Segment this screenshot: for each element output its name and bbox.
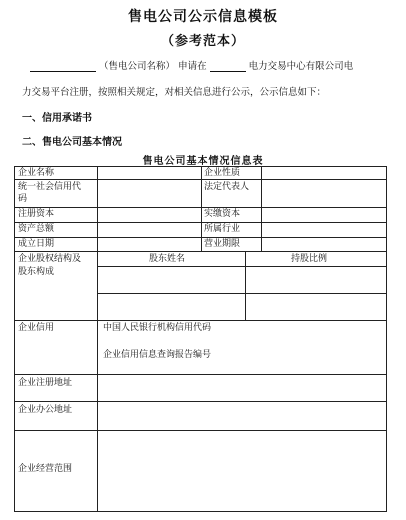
document-subtitle: （参考范本） (160, 34, 245, 49)
label-total-assets: 资产总额 (18, 224, 55, 234)
info-table (14, 166, 387, 512)
credit-report-number: 企业信用信息查询报告编号 (103, 350, 212, 360)
label-reg-capital: 注册资本 (18, 209, 55, 219)
company-name-blank[interactable] (30, 61, 96, 72)
label-equity-1: 企业股权结构及 (18, 254, 82, 264)
intro-line-1 (30, 58, 353, 72)
label-business-scope: 企业经营范围 (18, 464, 73, 474)
label-paid-capital: 实缴资本 (204, 209, 241, 219)
label-credit-code-1: 统一社会信用代 (18, 182, 82, 192)
label-reg-address: 企业注册地址 (18, 378, 73, 388)
company-placeholder: （售电公司名称） (99, 61, 176, 72)
label-business-term: 营业期限 (204, 239, 241, 249)
label-established: 成立日期 (18, 239, 55, 249)
apply-text: 申请在 (178, 61, 207, 72)
label-credit: 企业信用 (18, 323, 55, 333)
document-title: 售电公司公示信息模板 (128, 9, 278, 25)
header-share-ratio: 持股比例 (291, 254, 328, 264)
label-company-nature: 企业性质 (204, 168, 241, 178)
intro-line-2: 力交易平台注册，按照相关规定，对相关信息进行公示，公示信息如下： (22, 87, 327, 98)
label-equity-2: 股东构成 (18, 267, 55, 277)
label-legal-rep: 法定代表人 (204, 182, 250, 192)
center-name-blank[interactable] (210, 61, 246, 72)
header-shareholder-name: 股东姓名 (149, 254, 186, 264)
label-office-address: 企业办公地址 (18, 405, 73, 415)
label-credit-code-2: 码 (18, 194, 28, 204)
table-title: 售电公司基本情况信息表 (142, 156, 264, 167)
section-heading-credit: 一、信用承诺书 (22, 113, 92, 124)
credit-org-code: 中国人民银行机构信用代码 (103, 323, 212, 333)
center-text: 电力交易中心有限公司电 (248, 61, 354, 72)
section-heading-basic-info: 二、售电公司基本情况 (22, 137, 122, 148)
label-company-name: 企业名称 (18, 168, 55, 178)
label-industry: 所属行业 (204, 224, 241, 234)
